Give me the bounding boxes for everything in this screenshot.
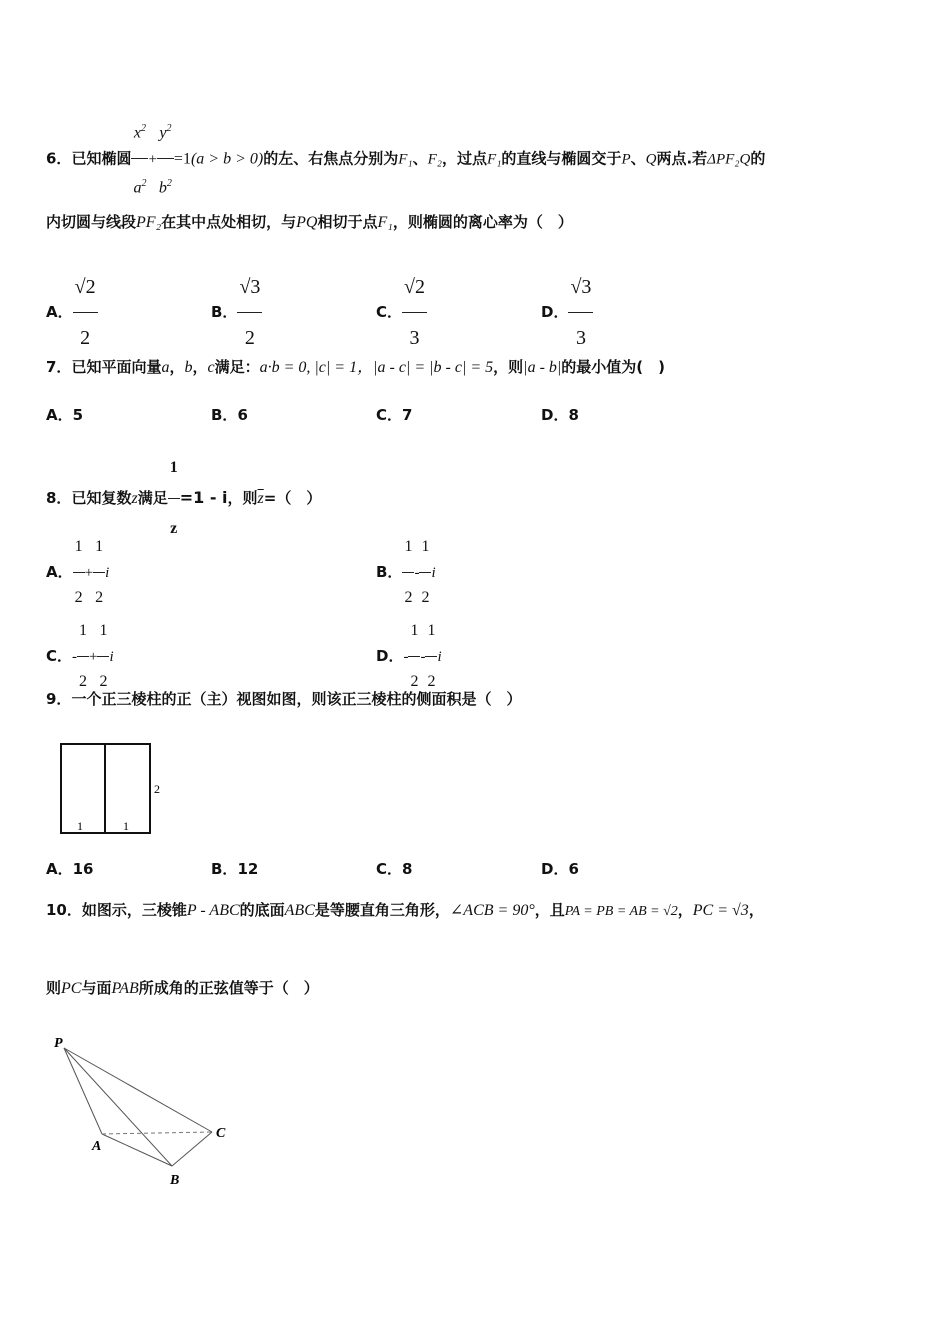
q7-option-a[interactable]: A．5 xyxy=(46,406,84,424)
q6-f1: F₁ xyxy=(398,151,413,168)
q9-label-height: 2 xyxy=(154,782,160,796)
q9-option-d[interactable]: D．6 xyxy=(541,860,579,878)
edge-ac-hidden xyxy=(102,1132,212,1134)
edge-pc xyxy=(64,1048,212,1132)
q7-stem: 7．已知平面向量a，b，c满足：a·b = 0, |c| = 1，|a - c| = |b - c| = 5，则|a - b|的最小值为( ) xyxy=(46,358,666,376)
q8-stem: 8．已知复数z满足 $\frac{1}{z}$ =1 - i，则$\overline{z}=$（ ） xyxy=(46,438,321,559)
q8-option-d[interactable]: D．- $\frac{1}{2}$ - $\frac{1}{2}$ i xyxy=(376,606,442,707)
q7-condition: a·b = 0, |c| = 1，|a - c| = |b - c| = 5 xyxy=(259,359,494,376)
q9-label-right: 1 xyxy=(123,819,129,833)
q7-option-b[interactable]: B．6 xyxy=(211,406,248,424)
q8-option-b[interactable]: B． $\frac{1}{2}$ - $\frac{1}{2}$ i xyxy=(376,522,436,623)
label-c: C xyxy=(216,1126,226,1141)
q9-option-c[interactable]: C．8 xyxy=(376,860,413,878)
q6-f2: F₂ xyxy=(427,151,443,168)
q10-line1: 10．如图示，三棱锥P - ABC的底面ABC是等腰直角三角形，∠ACB = 90°，且PA = PB = AB = √2，PC = √3， xyxy=(46,901,764,919)
q7-option-d[interactable]: D．8 xyxy=(541,406,579,424)
q6-condition: (a > b > 0) xyxy=(190,150,264,168)
label-p: P xyxy=(54,1036,63,1051)
edge-bc xyxy=(172,1132,212,1166)
q10-number: 10． xyxy=(46,901,82,919)
q9-front-view-figure xyxy=(44,738,174,838)
edge-pa xyxy=(64,1048,102,1134)
q6-option-a[interactable]: A． $\frac{√2}{2}$ xyxy=(46,262,98,363)
q6-line1: 6．已知椭圆 $\frac{x^2}{a^2}$ + $\frac{y^2}{b^2}$ =1(a > b > 0)的左、右焦点分别为F₁、F₂，过点F₁的直线与椭圆交于P、Q两点.若ΔPF₂Q的 xyxy=(46,104,765,154)
q6-frac-x: $\frac{x^2}{a^2}$ xyxy=(131,104,148,214)
q6-number: 6． xyxy=(46,149,72,168)
q7-number: 7． xyxy=(46,358,72,376)
q9-number: 9． xyxy=(46,690,72,708)
label-b: B xyxy=(170,1173,180,1188)
q8-option-a[interactable]: A． $\frac{1}{2}$ + $\frac{1}{2}$ i xyxy=(46,522,109,623)
q9-label-left: 1 xyxy=(77,819,83,833)
edge-ab xyxy=(102,1134,172,1166)
q6-frac-y: $\frac{y^2}{b^2}$ xyxy=(157,104,174,214)
edge-pb xyxy=(64,1048,172,1166)
q10-pyramid-figure xyxy=(44,1030,244,1190)
label-a: A xyxy=(92,1139,102,1154)
q7-expression: |a - b| xyxy=(523,359,562,376)
q9-stem: 9．一个正三棱柱的正（主）视图如图，则该正三棱柱的侧面积是（ ） xyxy=(46,690,522,708)
q6-line2: 内切圆与线段PF₂在其中点处相切，与PQ相切于点F₁，则椭圆的离心率为（ ） xyxy=(46,213,573,231)
q6-option-b[interactable]: B． $\frac{√3}{2}$ xyxy=(211,262,262,363)
q8-option-c[interactable]: C．- $\frac{1}{2}$ + $\frac{1}{2}$ i xyxy=(46,606,114,707)
q8-number: 8． xyxy=(46,489,72,507)
q6-option-d[interactable]: D． $\frac{√3}{3}$ xyxy=(541,262,593,363)
q9-option-b[interactable]: B．12 xyxy=(211,860,259,878)
q7-option-c[interactable]: C．7 xyxy=(376,406,413,424)
q10-line2: 则PC与面PAB所成角的正弦值等于（ ） xyxy=(46,979,319,997)
q6-triangle: ΔPF₂Q xyxy=(707,151,751,168)
q8-zbar: $\overline{z}$ xyxy=(257,490,264,507)
q6-option-c[interactable]: C． $\frac{√2}{3}$ xyxy=(376,262,427,363)
q9-option-a[interactable]: A．16 xyxy=(46,860,94,878)
